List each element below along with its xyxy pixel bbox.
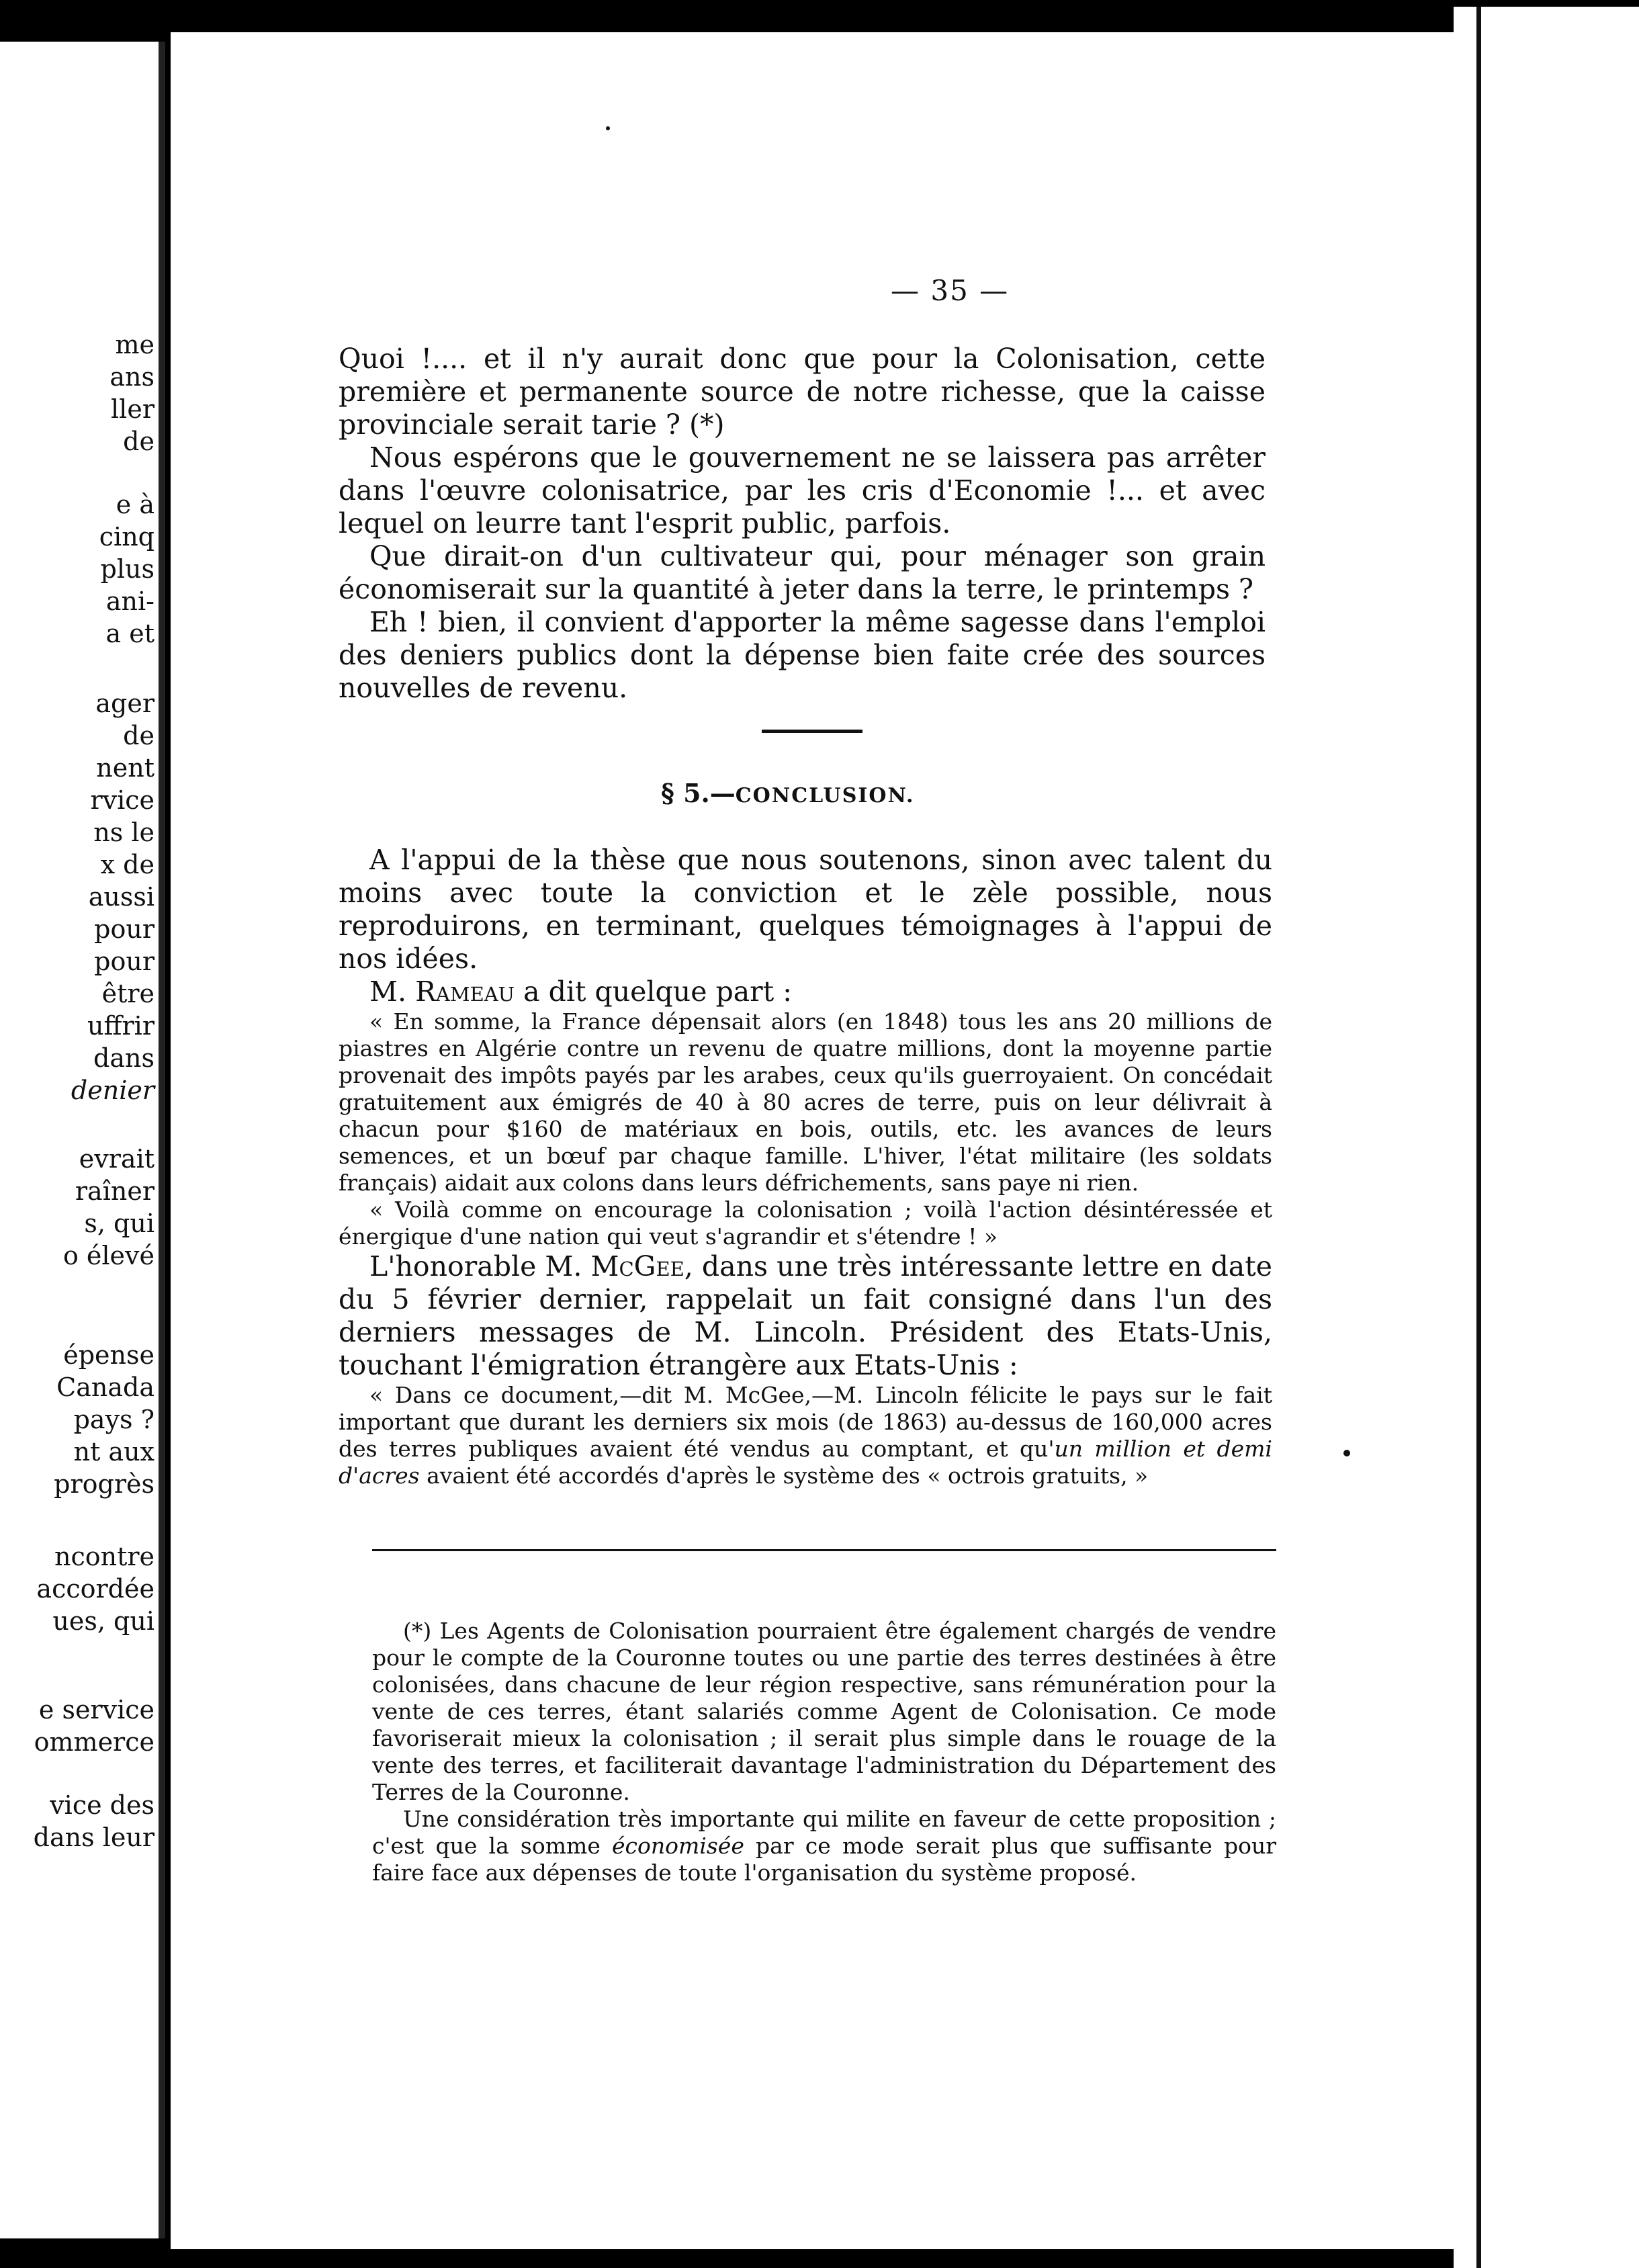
fragment-text: accordée bbox=[36, 1574, 154, 1604]
fragment-text: aussi bbox=[88, 882, 154, 912]
fragment-text: vice des bbox=[50, 1790, 154, 1820]
footnote bbox=[372, 1618, 1276, 1886]
fragment-text: pour bbox=[94, 914, 154, 944]
author-name: Rameau bbox=[415, 975, 515, 1008]
fragment-text: denier bbox=[71, 1076, 154, 1105]
paragraph: Que dirait-on d'un cultivateur qui, pour ménager son grain économiserait sur la quantité à jeter dans la terre, le printemps ? bbox=[339, 540, 1266, 605]
fragment-text: ans bbox=[109, 362, 154, 392]
fragment-text: ns le bbox=[93, 818, 154, 847]
emphasis: un million et demi d'acres bbox=[339, 1436, 1272, 1489]
section-number: § 5.— bbox=[661, 778, 736, 808]
fragment-text: de bbox=[123, 721, 154, 750]
text-span: avaient été accordés d'après le système des « octrois gratuits, » bbox=[419, 1463, 1149, 1489]
fragment-text: pays ? bbox=[73, 1405, 154, 1434]
quotation: « En somme, la France dépensait alors (en 1848) tous les ans 20 millions de piastres en Algérie contre un revenu de quatre millions, dont la moyenne partie provenait des impôts payés par les arabes, ceux qu'ils guerroyaient. On concédait gratuitement aux émigrés de 40 à 80 acres de terre, puis on leur délivrait à chacun pour $160 de matériaux en bois, outils, etc. les avances de leurs semences, et un bœuf par chaque famille. L'hiver, l'état militaire (les soldats français) aidait aux colons dans leurs défrichements, sans paye ni rien. bbox=[339, 1008, 1272, 1196]
fragment-text: dans bbox=[93, 1043, 154, 1073]
fragment-text: rvice bbox=[90, 785, 154, 815]
page-number: — 35 — bbox=[891, 274, 1010, 307]
quotation: « Voilà comme on encourage la colonisation ; voilà l'action désintéressée et énergique d'une nation qui veut s'agrandir et s'étendre ! » bbox=[339, 1196, 1272, 1250]
fragment-text: être bbox=[101, 979, 154, 1008]
fragment-text: pour bbox=[94, 947, 154, 976]
fragment-text: nt aux bbox=[73, 1437, 154, 1467]
fragment-text: cinq bbox=[99, 522, 154, 552]
footnote-text bbox=[372, 1806, 1276, 1886]
fragment-text: e à bbox=[116, 490, 154, 519]
mcgee-paragraph bbox=[339, 1250, 1272, 1382]
text-span: Une considération très importante qui milite en faveur de cette proposition ; c'est que la somme bbox=[372, 1806, 1276, 1859]
quotation bbox=[339, 1382, 1272, 1489]
text-span: L'honorable M. bbox=[369, 1250, 582, 1282]
fragment-text: o élevé bbox=[62, 1241, 154, 1270]
document-page bbox=[171, 32, 1454, 2249]
rameau-intro bbox=[339, 975, 1272, 1008]
fragment-text: e service bbox=[38, 1695, 154, 1725]
fragment-text: dans leur bbox=[33, 1823, 154, 1852]
intro-section bbox=[339, 343, 1266, 705]
fragment-text: uffrir bbox=[87, 1011, 154, 1041]
fragment-text: épense bbox=[63, 1340, 154, 1370]
text-span: M. bbox=[369, 975, 407, 1008]
fragment-text: ani- bbox=[105, 586, 154, 616]
fragment-text: de bbox=[123, 427, 154, 456]
paragraph: Eh ! bien, il convient d'apporter la même sagesse dans l'emploi des deniers publics dont la dépense bien faite crée des sources nouvelles de revenu. bbox=[339, 606, 1266, 704]
page-edge bbox=[1454, 7, 1639, 2268]
footnote-rule bbox=[372, 1549, 1276, 1551]
text-span: , dans une très intéressante lettre en date du 5 février dernier, rappelait un fait consigné dans l'un des derniers messages de M. Lincoln. Président des Etats-Unis, touchant l'émigration étrangère aux Etats-Unis : bbox=[339, 1250, 1272, 1381]
fragment-text: plus bbox=[100, 554, 154, 584]
text-span: « Dans ce document,—dit M. McGee,—M. Lincoln félicite le pays sur le fait important que durant les derniers six mois (de 1863) au-dessus de 160,000 acres des terres publiques avaient été vendus au comptant, et qu' bbox=[339, 1382, 1272, 1462]
fragment-text: Canada bbox=[56, 1372, 154, 1402]
paragraph: Quoi !.... et il n'y aurait donc que pour la Colonisation, cette première et permanente source de notre richesse, que la caisse provinciale serait tarie ? (*) bbox=[339, 343, 1266, 441]
text-span: par ce mode serait plus que suffisante pour faire face aux dépenses de toute l'organisation du système proposé. bbox=[372, 1833, 1276, 1886]
fragment-text: x de bbox=[100, 850, 154, 879]
ink-speck bbox=[1343, 1450, 1350, 1456]
fragment-text: raîner bbox=[75, 1176, 154, 1206]
fragment-text: ller bbox=[111, 394, 154, 424]
fragment-text: evrait bbox=[79, 1144, 154, 1174]
section-heading bbox=[661, 778, 1064, 808]
section-divider bbox=[762, 730, 862, 733]
footnote-text: (*) Les Agents de Colonisation pourraient être également chargés de vendre pour le compte de la Couronne toutes ou une partie des terres destinées à être colonisées, dans chacune de leur région respective, sans rémunération pour la vente de ces terres, étant salariés comme Agent de Colonisation. Ce mode favoriserait mieux la colonisation ; il serait plus simple dans le rouage de la vente des terres, et faciliterait davantage l'administration du Département des Terres de la Couronne. bbox=[372, 1618, 1276, 1805]
paragraph: A l'appui de la thèse que nous soutenons, sinon avec talent du moins avec toute la conviction et le zèle possible, nous reproduirons, en terminant, quelques témoignages à l'appui de nos idées. bbox=[339, 844, 1272, 975]
fragment-text: me bbox=[115, 330, 154, 359]
fragment-text: ues, qui bbox=[52, 1606, 154, 1636]
author-name: McGee bbox=[590, 1250, 684, 1282]
ink-speck bbox=[606, 126, 610, 130]
text-span: a dit quelque part : bbox=[523, 975, 793, 1008]
fragment-text: progrès bbox=[54, 1469, 154, 1499]
fragment-text: s, qui bbox=[84, 1209, 154, 1238]
section-title: CONCLUSION. bbox=[735, 784, 915, 808]
fragment-text: ommerce bbox=[34, 1727, 154, 1757]
adjacent-page-fragment bbox=[0, 42, 165, 2238]
fragment-text: a et bbox=[105, 619, 154, 648]
page-edge-line bbox=[1476, 7, 1481, 2268]
fragment-text: ncontre bbox=[54, 1542, 154, 1571]
paragraph: Nous espérons que le gouvernement ne se laissera pas arrêter dans l'œuvre colonisatrice, par les cris d'Economie !... et avec lequel on leurre tant l'esprit public, parfois. bbox=[339, 441, 1266, 539]
conclusion-section bbox=[339, 844, 1272, 1489]
fragment-text: ager bbox=[95, 689, 154, 718]
fragment-text: nent bbox=[96, 753, 154, 783]
emphasis: économisée bbox=[612, 1833, 744, 1859]
